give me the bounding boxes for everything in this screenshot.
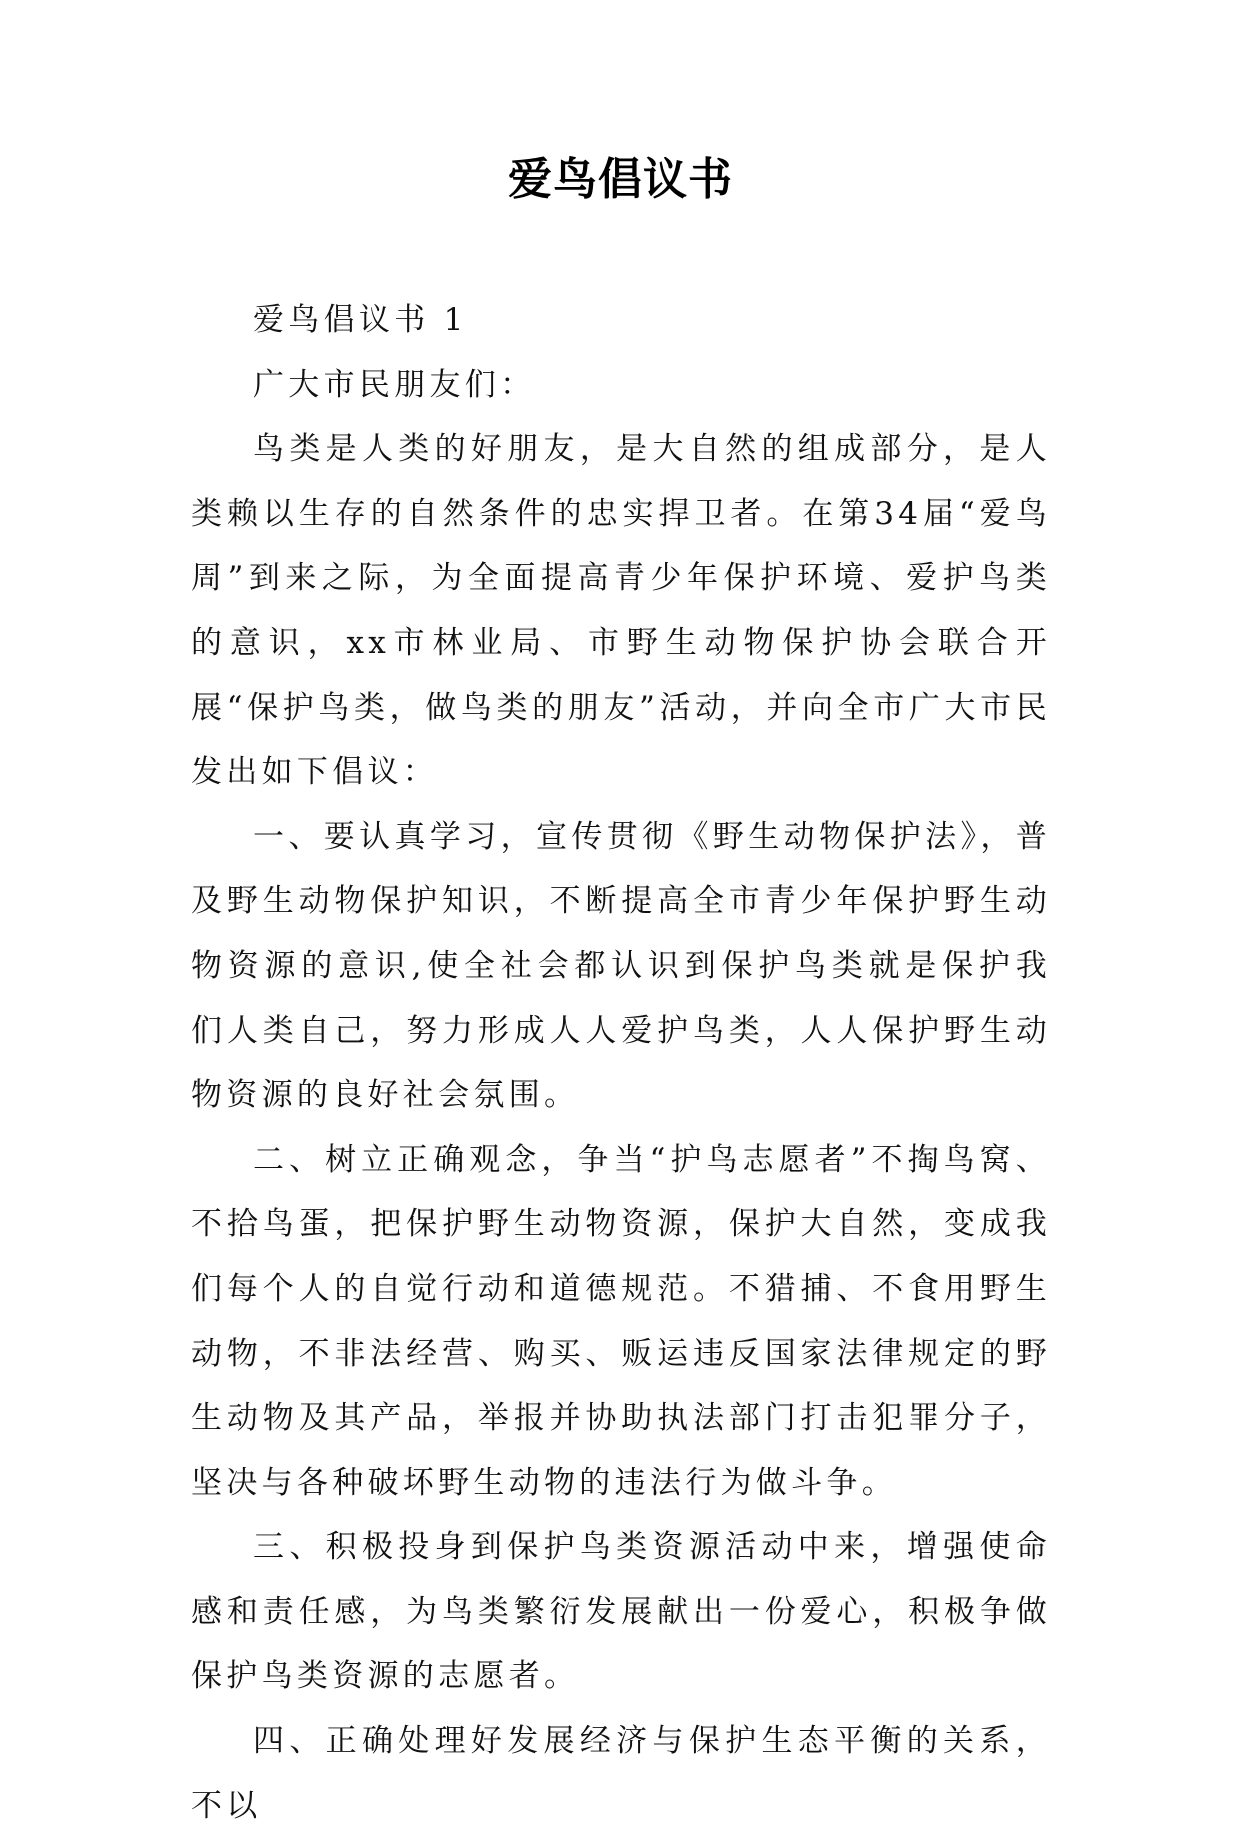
salutation-paragraph: 广大市民朋友们： [253,366,536,403]
proposal-1-paragraph: 一、要认真学习，宣传贯彻《野生动物保护法》，普及野生动物保护知识，不断提高全市青少年保护野生动物资源的意识,使全社会都认识到保护鸟类就是保护我们人类自己，努力形成人人爱护鸟类，人人保护野生动物资源的良好社会氛围。 [191,818,1051,1114]
document-title: 爱鸟倡议书 [508,154,733,205]
subtitle-paragraph: 爱鸟倡议书 1 [253,302,468,338]
intro-paragraph: 鸟类是人类的好朋友，是大自然的组成部分，是人类赖以生存的自然条件的忠实捍卫者。在第34届“爱鸟周”到来之际，为全面提高青少年保护环境、爱护鸟类的意识，xx市林业局、市野生动物保护协会联合开展“保护鸟类，做鸟类的朋友”活动，并向全市广大市民发出如下倡议： [191,431,1051,791]
proposal-2-paragraph: 二、树立正确观念，争当“护鸟志愿者”不掏鸟窝、不拾鸟蛋，把保护野生动物资源，保护大自然，变成我们每个人的自觉行动和道德规范。不猎捕、不食用野生动物，不非法经营、购买、贩运违反国家法律规定的野生动物及其产品，举报并协助执法部门打击犯罪分子，坚决与各种破坏野生动物的违法行为做斗争。 [191,1141,1051,1501]
document-body [191,288,1051,1838]
proposal-3-paragraph: 三、积极投身到保护鸟类资源活动中来，增强使命感和责任感，为鸟类繁衍发展献出一份爱心，积极争做保护鸟类资源的志愿者。 [191,1529,1051,1695]
proposal-4-paragraph: 四、正确处理好发展经济与保护生态平衡的关系，不以 [191,1723,1051,1824]
